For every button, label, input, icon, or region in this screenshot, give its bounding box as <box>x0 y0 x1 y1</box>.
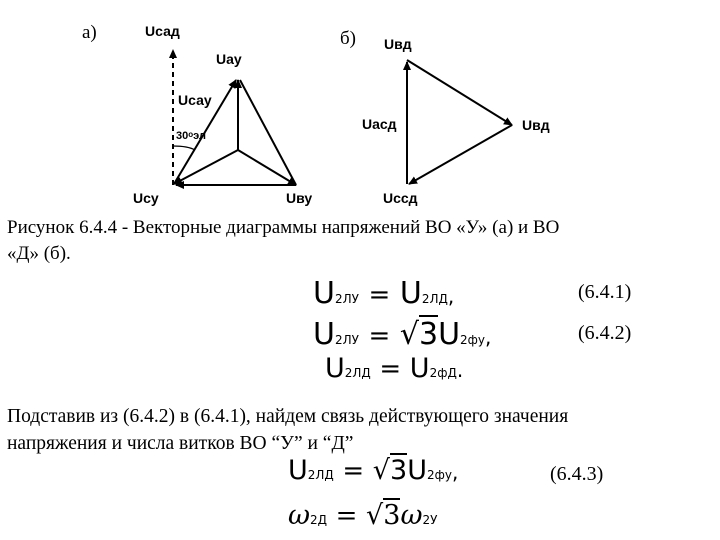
equation-6-4-1: U2ЛУ = U2ЛД, <box>313 276 455 311</box>
label-u-vy: Uву <box>286 190 313 206</box>
vector-u-vd-base <box>409 125 512 184</box>
equation-number-6-4-2: (6.4.2) <box>578 322 632 344</box>
caption-line-1: Рисунок 6.4.4 - Векторные диаграммы напряжений ВО «У» (а) и ВО <box>7 217 560 238</box>
label-u-sy: Uсу <box>133 190 159 206</box>
label-u-vd-top: Uвд <box>384 36 412 52</box>
angle-arc <box>173 146 195 150</box>
equation-omega: ω2Д = √3ω2У <box>288 500 438 531</box>
equation-number-6-4-3: (6.4.3) <box>550 463 604 485</box>
equation-number-6-4-1: (6.4.1) <box>578 281 632 303</box>
equation-6-4-2: U2ЛУ = √3U2фу, <box>313 317 492 352</box>
vector-u-vd-side <box>407 60 512 125</box>
figure-label-b: б) <box>340 28 356 49</box>
sqrt-symbol: √3 <box>366 500 401 531</box>
label-u-vd-right: Uвд <box>522 117 550 133</box>
caption-line-2: «Д» (б). <box>7 243 71 264</box>
equation-6-4-3: U2ЛД = √3U2фу, <box>288 455 459 486</box>
label-u-say: Uсау <box>178 92 212 108</box>
figure-label-a: а) <box>82 22 97 43</box>
label-u-ssd: Uссд <box>383 190 418 206</box>
label-u-ay: Uау <box>216 51 242 67</box>
body-paragraph <box>7 403 713 457</box>
diagram-b <box>407 60 512 184</box>
figure-caption <box>7 215 713 267</box>
paragraph-line-1: Подставив из (6.4.2) в (6.4.1), найдем связь действующего значения <box>7 406 569 427</box>
diagram-a <box>173 50 296 185</box>
sqrt-symbol: √3 <box>399 317 439 352</box>
label-u-sad: Uсад <box>145 23 180 39</box>
paragraph-line-2: напряжения и числа витков ВО “У” и “Д” <box>7 433 354 454</box>
sqrt-symbol: √3 <box>372 455 408 486</box>
label-angle: 30$^o$эл <box>176 130 206 142</box>
vector-diagrams-svg <box>0 0 720 210</box>
equation-6-4-2b: U2ЛД = U2фД. <box>325 353 464 384</box>
label-u-asd: Uасд <box>362 116 397 132</box>
